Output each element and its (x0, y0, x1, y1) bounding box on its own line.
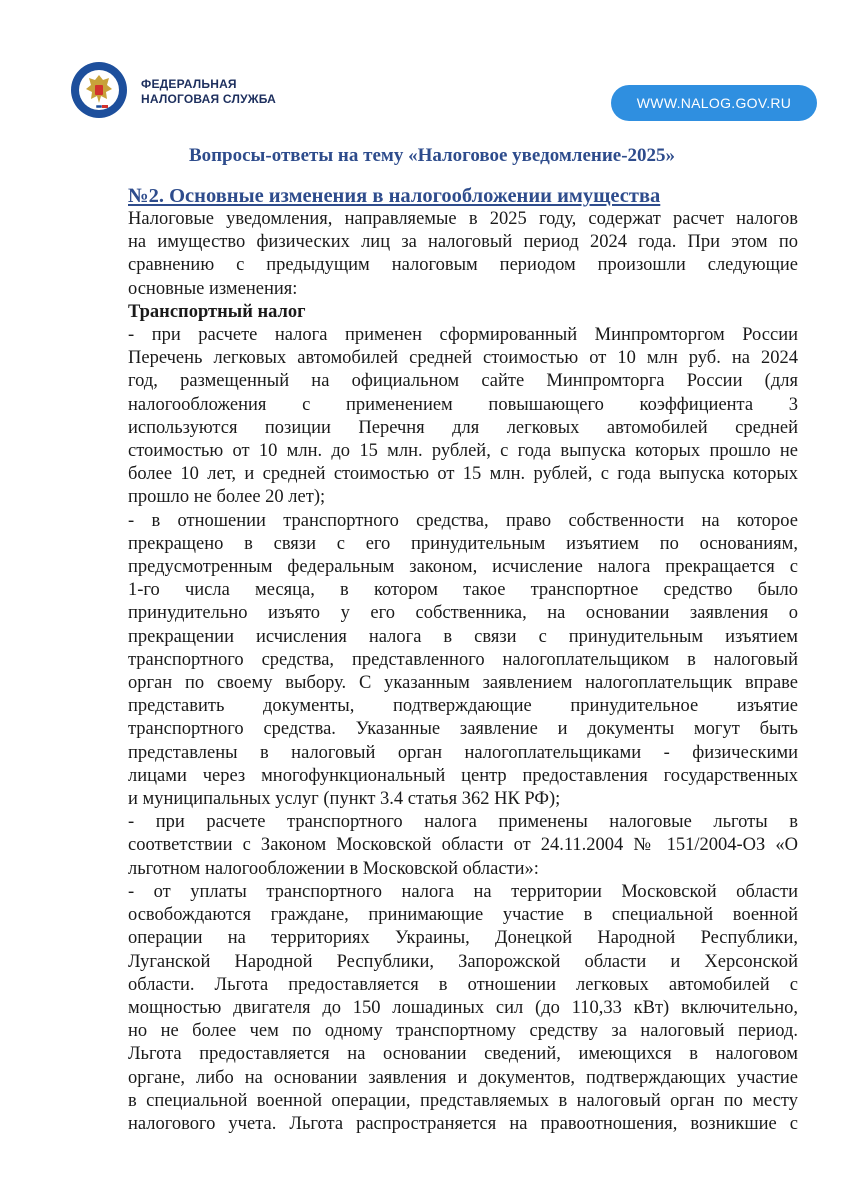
fns-emblem-icon (70, 61, 128, 119)
text-line: год, размещенный на официальном сайте Минпромторга России (для (128, 371, 798, 392)
text-line: сравнению с предыдущим налоговым периодом произошли следующие (128, 255, 798, 276)
website-link-button[interactable]: WWW.NALOG.GOV.RU (611, 85, 817, 121)
document-body (128, 185, 798, 1136)
text-line: принудительно изъято у его собственника, на основании заявления о (128, 603, 798, 624)
text-line: представить документы, подтверждающие принудительное изъятие (128, 696, 798, 717)
text-line: 1-го числа месяца, в котором такое транспортное средство было (128, 580, 798, 601)
document-title: Вопросы-ответы на тему «Налоговое уведомление-2025» (188, 145, 676, 166)
text-line: органе, либо на основании заявления и документов, подтверждающих участие (128, 1067, 798, 1088)
org-name-line1: ФЕДЕРАЛЬНАЯ (141, 77, 237, 91)
text-line: соответствии с Законом Московской области от 24.11.2004 № 151/2004-ОЗ «О (128, 835, 798, 856)
text-line: Луганской Народной Республики, Запорожской области и Херсонской (128, 951, 798, 972)
text-line: и муниципальных услуг (пункт 3.4 статья 362 НК РФ); (128, 789, 561, 810)
text-line: освобождаются граждане, принимающие участие в специальной военной (128, 905, 798, 926)
text-line: основные изменения: (128, 278, 298, 299)
text-line: в специальной военной операции, представляемых в налоговый орган по месту (128, 1090, 798, 1111)
text-line: Льгота предоставляется на основании сведений, имеющихся в налоговом (128, 1044, 798, 1065)
text-line: прекращении исчисления налога в связи с принудительным изъятием (128, 626, 798, 647)
text-line: - от уплаты транспортного налога на территории Московской области (128, 881, 798, 902)
text-line: но не более чем по одному транспортному средству за налоговый период. (128, 1021, 798, 1042)
subheading-transport-tax: Транспортный налог (128, 301, 306, 322)
text-line: операции на территориях Украины, Донецкой Народной Республики, (128, 928, 798, 949)
text-line: представлены в налоговый орган налогоплательщиками - физическими (128, 742, 798, 763)
text-line: налогообложения с применением повышающего коэффициента 3 (128, 394, 798, 415)
text-line: прекращено в связи с его принудительным изъятием по основаниям, (128, 533, 798, 554)
text-line: налогового учета. Льгота распространяется на правоотношения, возникшие с (128, 1113, 798, 1134)
text-line: лицами через многофункциональный центр предоставления государственных (128, 765, 798, 786)
text-line: транспортного средства, представленного налогоплательщиком в налоговый (128, 649, 798, 670)
section-heading: №2. Основные изменения в налогообложении имущества (128, 185, 661, 207)
text-line: льготном налогообложении в Московской области»: (128, 858, 539, 879)
text-line: - при расчете налога применен сформированный Минпромторгом России (128, 325, 798, 346)
text-line: орган по своему выбору. С указанным заявлением налогоплательщик вправе (128, 673, 798, 694)
text-line: области. Льгота предоставляется в отношении легковых автомобилей с (128, 974, 798, 995)
text-line: Налоговые уведомления, направляемые в 2025 году, содержат расчет налогов (128, 209, 798, 229)
text-line: транспортного средства. Указанные заявление и документы могут быть (128, 719, 798, 740)
org-name-line2: НАЛОГОВАЯ СЛУЖБА (141, 92, 277, 106)
text-line: используются позиции Перечня для легковых автомобилей средней (128, 417, 798, 438)
text-line: на имущество физических лиц за налоговый период 2024 года. При этом по (128, 232, 798, 253)
text-line: стоимостью от 10 млн. до 15 млн. рублей, с года выпуска которых прошло не (128, 441, 798, 462)
org-name (141, 77, 276, 107)
text-line: - при расчете транспортного налога применены налоговые льготы в (128, 812, 798, 833)
text-line: - в отношении транспортного средства, право собственности на которое (128, 510, 798, 531)
text-line: Перечень легковых автомобилей средней стоимостью от 10 млн руб. на 2024 (128, 348, 798, 369)
text-line: более 10 лет, и средней стоимостью от 15 млн. рублей, с года выпуска которых (128, 464, 798, 485)
text-line: мощностью двигателя до 150 лошадиных сил (до 110,33 кВт) включительно, (128, 997, 798, 1018)
text-line: прошло не более 20 лет); (128, 487, 326, 508)
text-line: предусмотренным федеральным законом, исчисление налога прекращается с (128, 557, 798, 578)
